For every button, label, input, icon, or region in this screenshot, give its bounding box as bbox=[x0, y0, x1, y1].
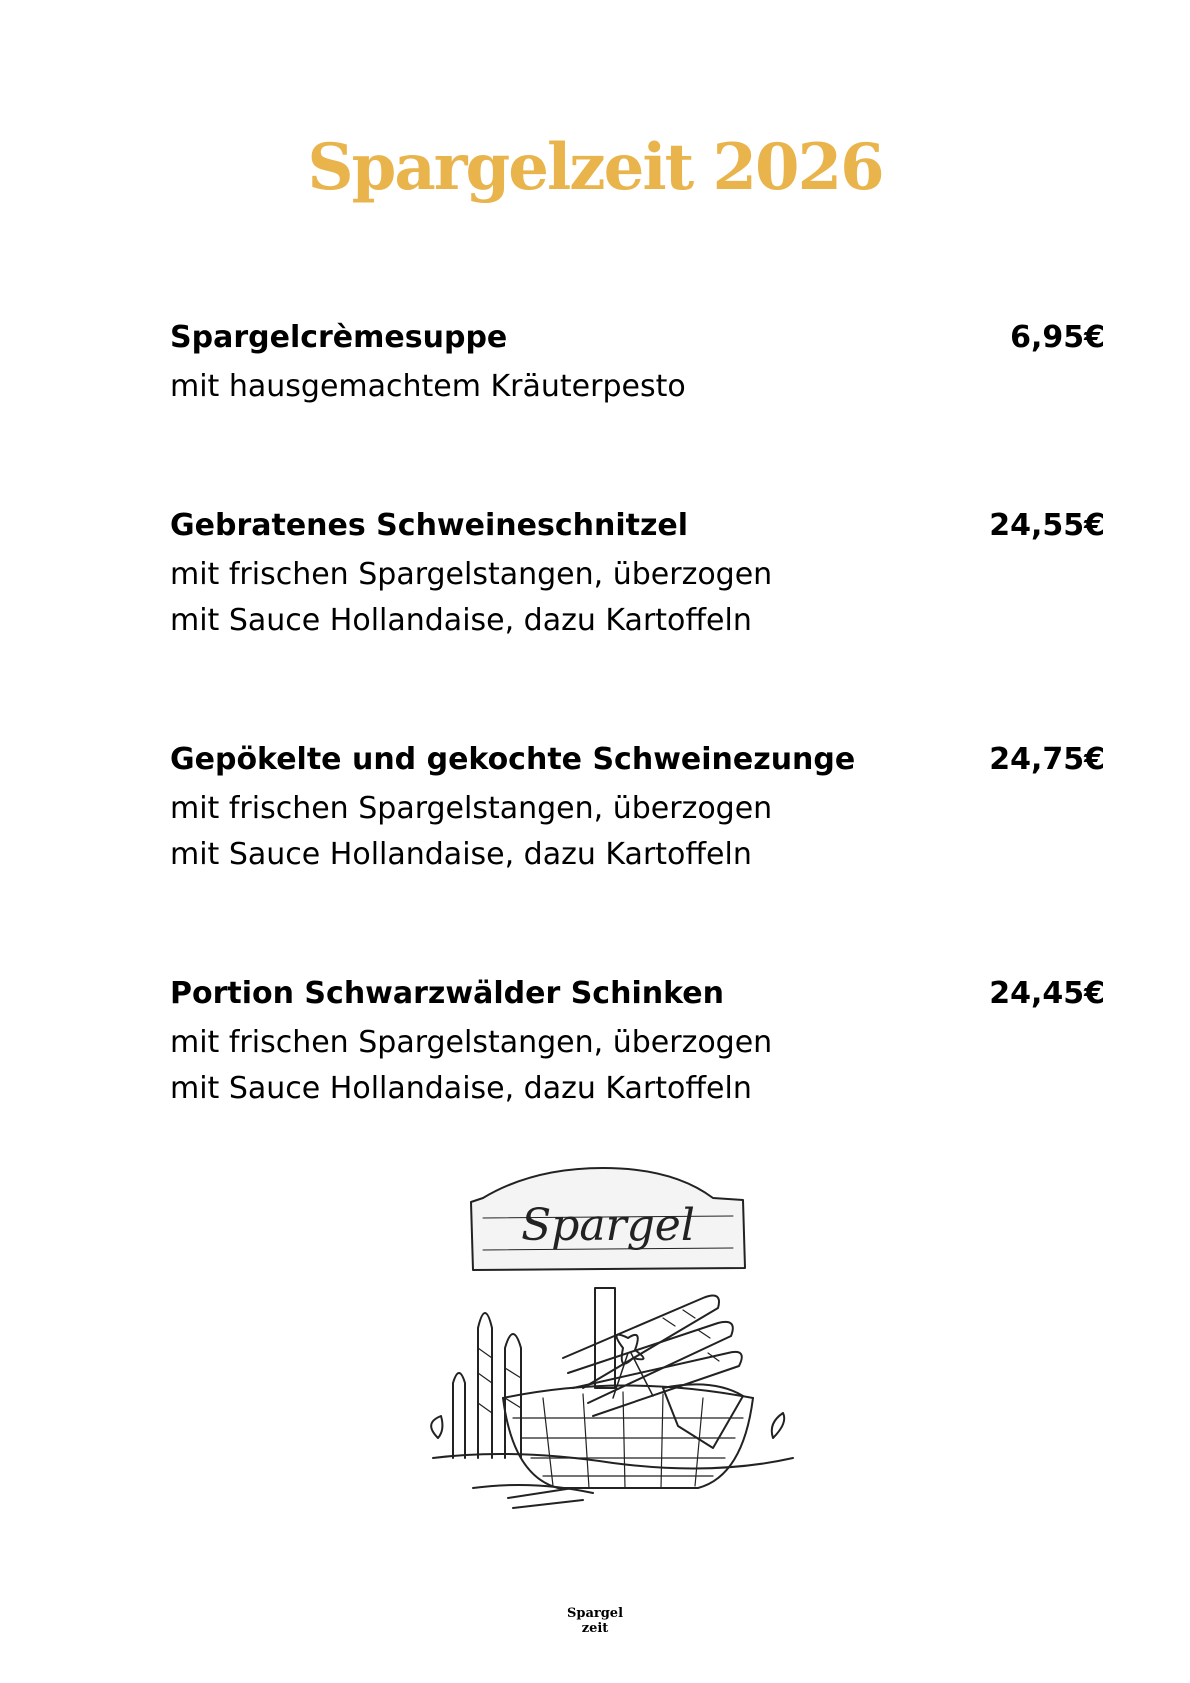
dish-name: Gepökelte und gekochte Schweinezunge bbox=[170, 742, 856, 777]
dish-price: 6,95€ bbox=[1010, 320, 1105, 355]
dish-description-line: mit frischen Spargelstangen, überzogen bbox=[170, 1025, 773, 1060]
dish-price: 24,55€ bbox=[989, 508, 1105, 543]
footer-logo-line: Spargel bbox=[566, 1606, 624, 1621]
dish-price: 24,75€ bbox=[989, 742, 1105, 777]
dish-price: 24,45€ bbox=[989, 976, 1105, 1011]
dish-name: Spargelcrèmesuppe bbox=[170, 320, 508, 355]
page-title: Spargelzeit 2026 bbox=[307, 130, 883, 205]
dish-description-line: mit Sauce Hollandaise, dazu Kartoffeln bbox=[170, 1071, 752, 1106]
dish-description-line: mit Sauce Hollandaise, dazu Kartoffeln bbox=[170, 837, 752, 872]
dish-description-line: mit frischen Spargelstangen, überzogen bbox=[170, 791, 773, 826]
footer-logo bbox=[545, 1606, 645, 1636]
dish-name: Gebratenes Schweineschnitzel bbox=[170, 508, 689, 543]
asparagus-basket-illustration bbox=[413, 1158, 813, 1518]
footer-logo-line: zeit bbox=[581, 1621, 609, 1636]
sign-text: Spargel bbox=[521, 1200, 695, 1251]
dish-description-line: mit hausgemachtem Kräuterpesto bbox=[170, 369, 686, 404]
dish-description-line: mit frischen Spargelstangen, überzogen bbox=[170, 557, 773, 592]
dish-name: Portion Schwarzwälder Schinken bbox=[170, 976, 724, 1011]
dish-description-line: mit Sauce Hollandaise, dazu Kartoffeln bbox=[170, 603, 752, 638]
